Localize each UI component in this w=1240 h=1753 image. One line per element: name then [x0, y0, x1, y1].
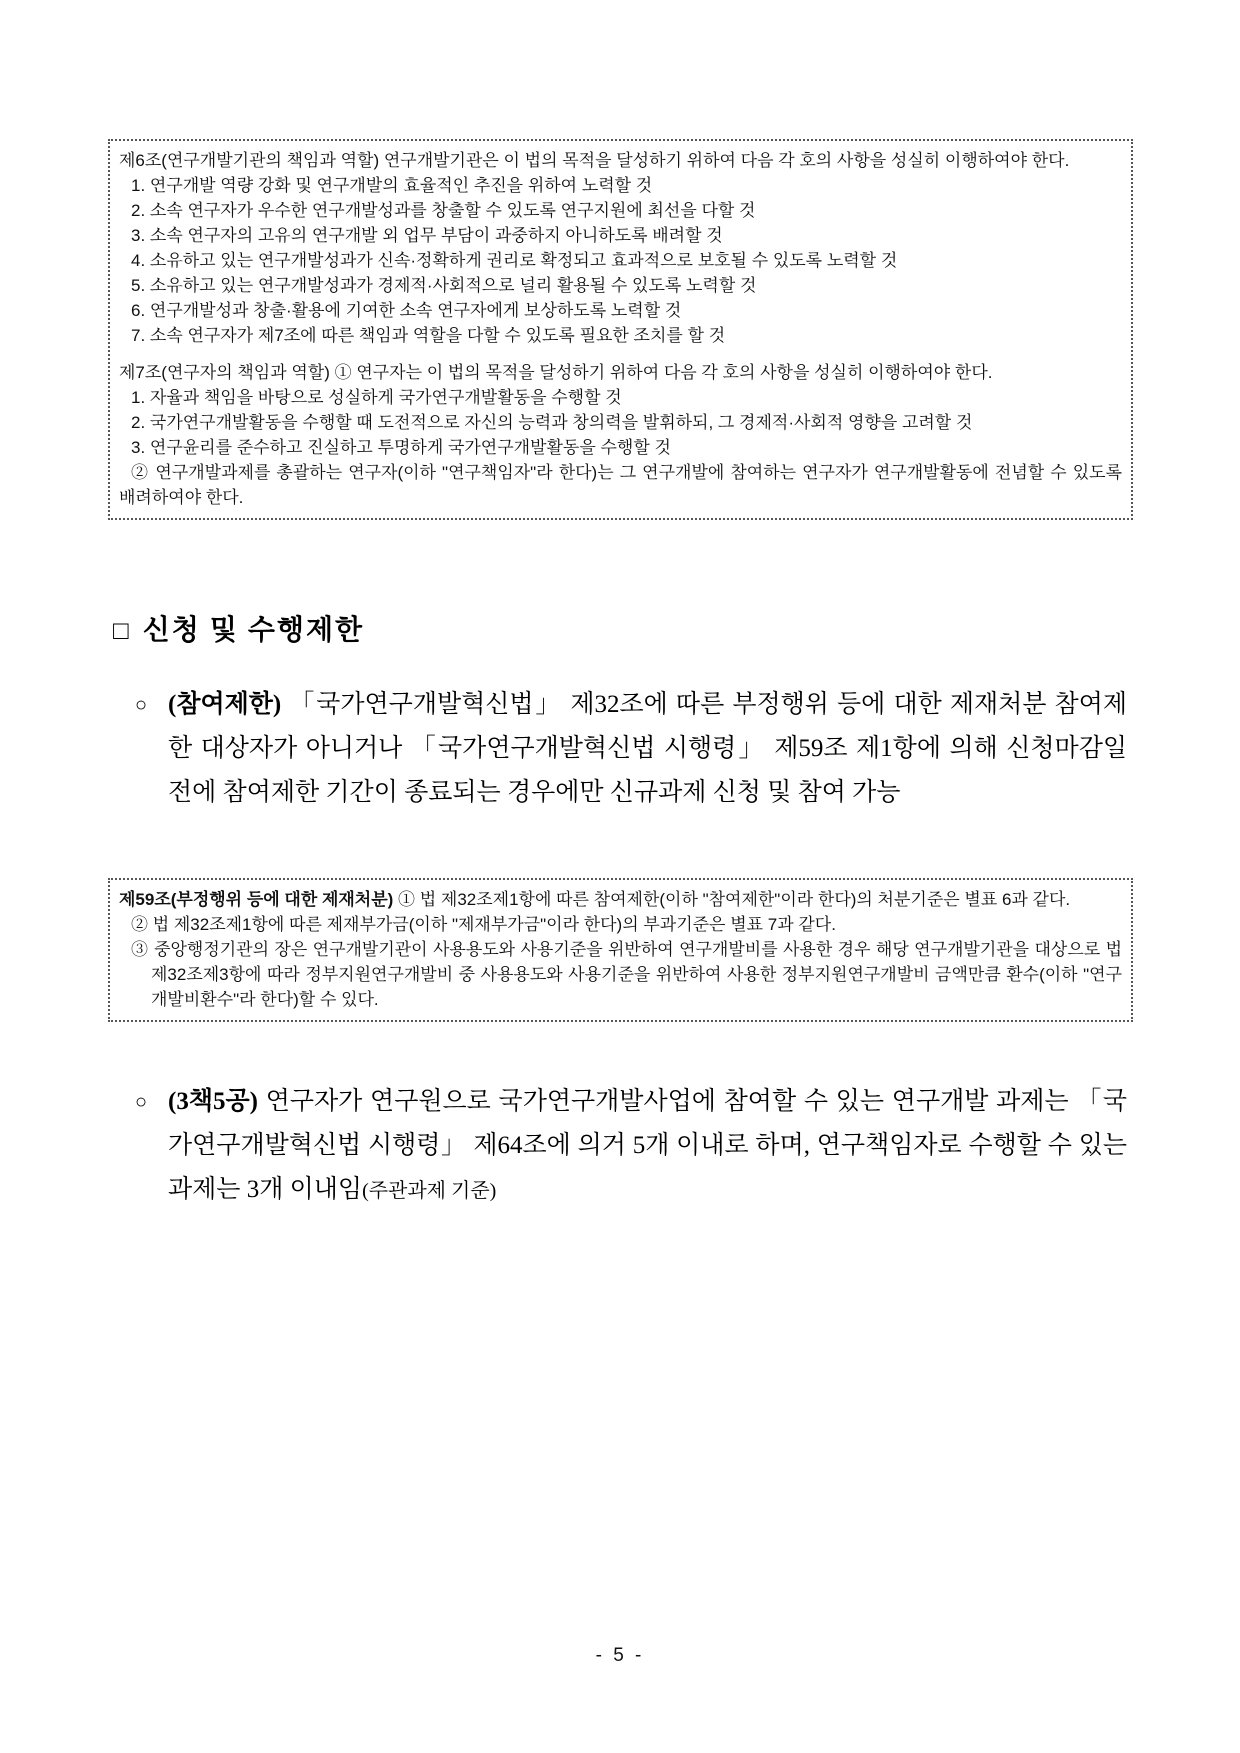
- article7-item: 1. 자율과 책임을 바탕으로 성실하게 국가연구개발활동을 수행할 것: [131, 388, 622, 407]
- article6-item: 1. 연구개발 역량 강화 및 연구개발의 효율적인 추진을 위하여 노력할 것: [131, 176, 653, 195]
- article7-item: 2. 국가연구개발활동을 수행할 때 도전적으로 자신의 능력과 창의력을 발휘하되, 그 경제적·사회적 영향을 고려할 것: [131, 413, 973, 432]
- article6-head: 제6조(연구개발기관의 책임과 역할): [119, 151, 380, 170]
- article7-item: 3. 연구윤리를 준수하고 진실하고 투명하게 국가연구개발활동을 수행할 것: [131, 438, 671, 457]
- article6-intro: [119, 148, 1122, 173]
- bullet-3book5public-body: 연구자가 연구원으로 국가연구개발사업에 참여할 수 있는 연구개발 과제는 「국가연구개발혁신법 시행령」 제64조에 의거 5개 이내로 하며, 연구책임자로 수행할 수 있는 과제는 3개 이내임: [168, 1088, 1127, 1203]
- article6-item: 2. 소속 연구자가 우수한 연구개발성과를 창출할 수 있도록 연구지원에 최선을 다할 것: [131, 201, 756, 220]
- section-heading-text: 신청 및 수행제한: [142, 615, 365, 646]
- article6-item: 7. 소속 연구자가 제7조에 따른 책임과 역할을 다할 수 있도록 필요한 조치를 할 것: [131, 326, 726, 345]
- article7-intro: [119, 360, 1122, 385]
- bullet-participation-text: [168, 683, 1127, 815]
- bullet-participation-restriction: [135, 683, 1127, 815]
- article7-paragraph-2: ② 연구개발과제를 총괄하는 연구자(이하 "연구책임자"라 한다)는 그 연구개발에 참여하는 연구자가 연구개발활동에 전념할 수 있도록 배려하여야 한다.: [119, 463, 1122, 507]
- bullet-participation-label: (참여제한): [168, 691, 282, 718]
- article59-para1-body: ① 법 제32조제1항에 따른 참여제한(이하 "참여제한"이라 한다)의 처분기준은 별표 6과 같다.: [393, 890, 1071, 909]
- article59-para1: [119, 887, 1122, 912]
- article6-body: 연구개발기관은 이 법의 목적을 달성하기 위하여 다음 각 호의 사항을 성실히 이행하여야 한다.: [379, 151, 1070, 170]
- bullet-participation-body: 「국가연구개발혁신법」 제32조에 따른 부정행위 등에 대한 제재처분 참여제한 대상자가 아니거나 「국가연구개발혁신법 시행령」 제59조 제1항에 의해 신청마감일 전에 참여제한 기간이 종료되는 경우에만 신규과제 신청 및 참여 가능: [168, 691, 1127, 806]
- law-box-articles-6-7: [108, 139, 1133, 520]
- article7-body: ① 연구자는 이 법의 목적을 달성하기 위하여 다음 각 호의 사항을 성실히 이행하여야 한다.: [329, 363, 993, 382]
- article6-item: 4. 소유하고 있는 연구개발성과가 신속·정확하게 권리로 확정되고 효과적으로 보호될 수 있도록 노력할 것: [131, 251, 898, 270]
- bullet-3book5public: [135, 1080, 1127, 1213]
- article7-head: 제7조(연구자의 책임과 역할): [119, 363, 330, 382]
- circle-bullet-icon: ○: [135, 1091, 148, 1113]
- article6-item: 5. 소유하고 있는 연구개발성과가 경제적·사회적으로 널리 활용될 수 있도록 노력할 것: [131, 276, 757, 295]
- article59-head: 제59조(부정행위 등에 대한 제재처분): [119, 890, 394, 909]
- bullet-3book5public-label: (3책5공): [168, 1088, 258, 1115]
- article6-item: 3. 소속 연구자의 고유의 연구개발 외 업무 부담이 과중하지 아니하도록 배려할 것: [131, 226, 723, 245]
- law-box-article-59: [108, 878, 1133, 1022]
- square-bullet-icon: □: [113, 616, 131, 645]
- section-heading: [113, 608, 364, 648]
- article59-para2: ② 법 제32조제1항에 따른 제재부가금(이하 "제재부가금"이라 한다)의 부과기준은 별표 7과 같다.: [131, 915, 836, 934]
- article6-item: 6. 연구개발성과 창출·활용에 기여한 소속 연구자에게 보상하도록 노력할 것: [131, 301, 682, 320]
- circle-bullet-icon: ○: [135, 694, 148, 716]
- article59-para3: ③ 중앙행정기관의 장은 연구개발기관이 사용용도와 사용기준을 위반하여 연구개발비를 사용한 경우 해당 연구개발기관을 대상으로 법 제32조제3항에 따라 정부지원연구개발비 중 사용용도와 사용기준을 위반하여 사용한 정부지원연구개발비 금액만큼 환수(이하 "연구개발비환수"라 한다)할 수 있다.: [131, 940, 1122, 1009]
- page-number: - 5 -: [595, 1645, 645, 1666]
- bullet-3book5public-suffix: (주관과제 기준): [362, 1180, 497, 1202]
- bullet-3book5public-text: [168, 1080, 1127, 1213]
